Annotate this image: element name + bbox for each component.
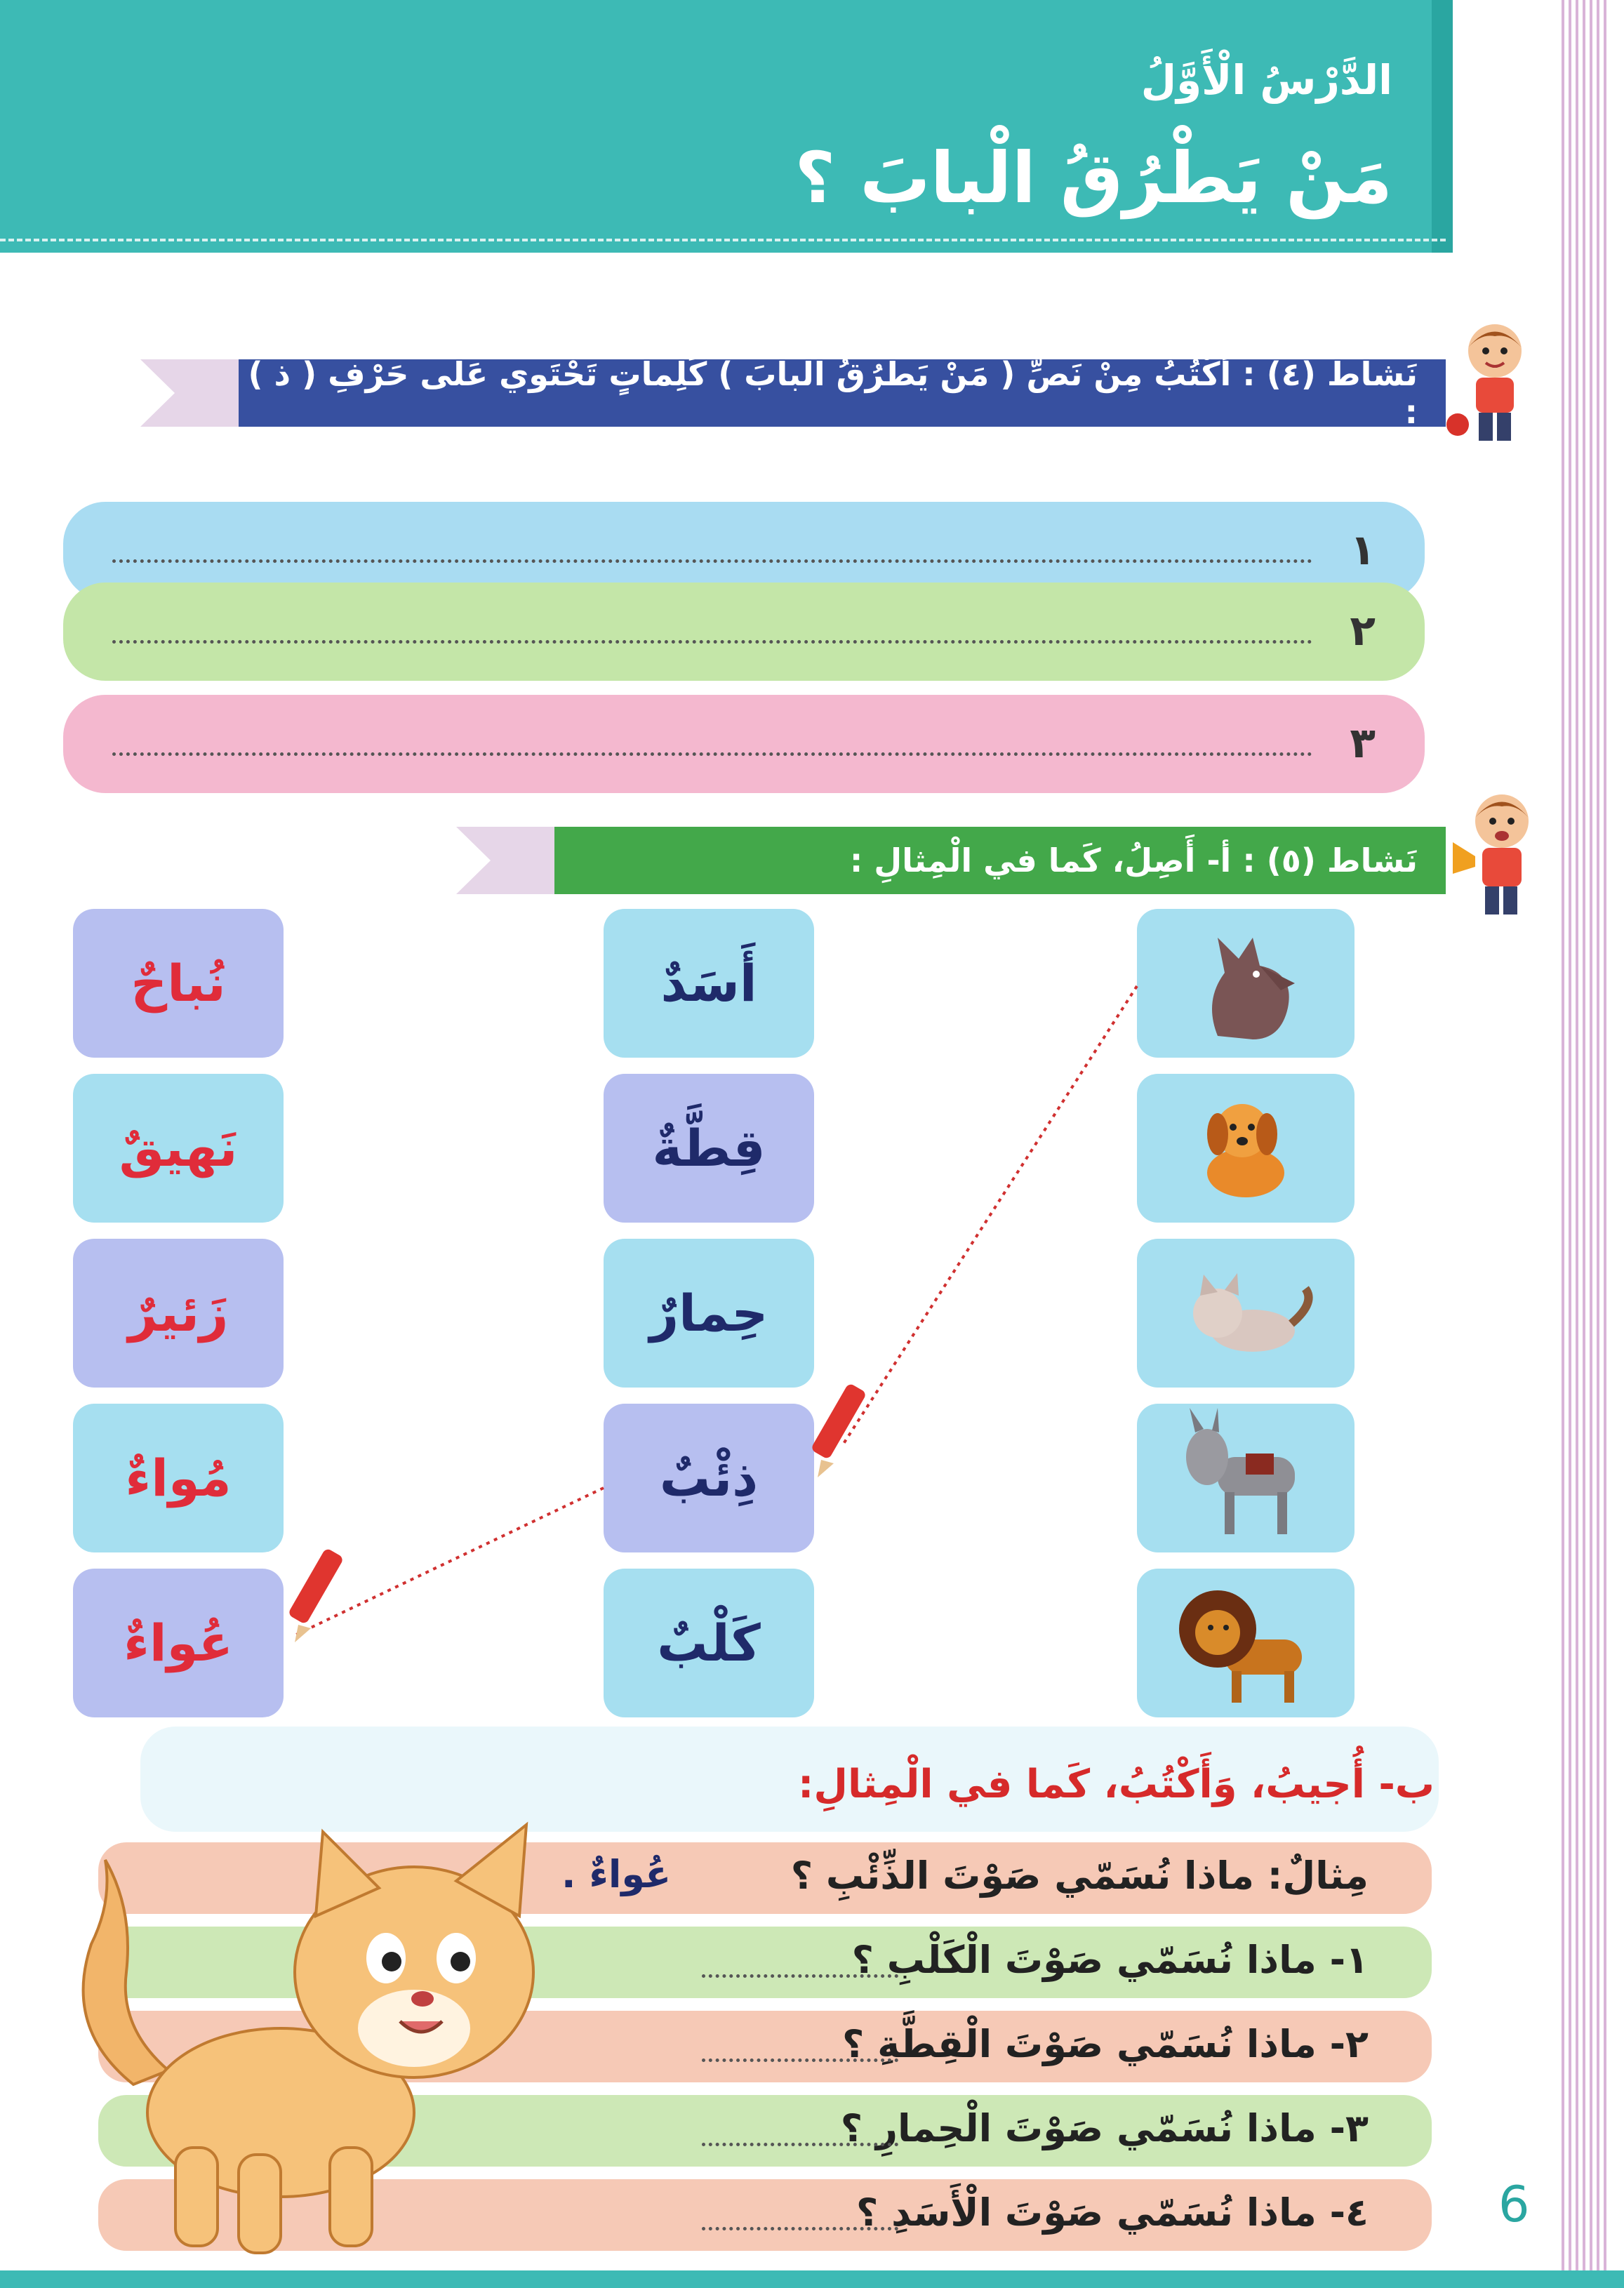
sound-card[interactable]: عُواءٌ <box>73 1569 284 1717</box>
line-number: ١ <box>1350 526 1376 575</box>
word-card[interactable]: ذِئْبٌ <box>604 1404 814 1552</box>
question-text: ٣- ماذا نُسَمّي صَوْتَ الْحِمارِ ؟ <box>840 2106 1369 2150</box>
answer-line[interactable] <box>702 2058 898 2062</box>
footer-band <box>0 2270 1624 2288</box>
sound-card[interactable]: مُواءٌ <box>73 1404 284 1552</box>
answer-line[interactable] <box>702 2227 898 2230</box>
lesson-label: الدَّرْسُ الْأَوَّلُ <box>1140 56 1392 104</box>
sound-card[interactable]: نُباحٌ <box>73 909 284 1058</box>
cartoon-cat-icon <box>49 1818 583 2267</box>
word-card[interactable]: حِمارٌ <box>604 1239 814 1388</box>
answer-line[interactable] <box>702 1974 898 1978</box>
pencil-icon <box>277 1541 354 1646</box>
example-answer: عُواءٌ . <box>561 1852 672 1896</box>
example-question: مِثالٌ: ماذا نُسَمّي صَوْتَ الذِّئْبِ ؟ <box>790 1854 1369 1898</box>
line-number: ٢ <box>1350 606 1376 656</box>
question-text: ١- ماذا نُسَمّي صَوْتَ الْكَلْبِ ؟ <box>851 1938 1369 1982</box>
word-card[interactable]: كَلْبٌ <box>604 1569 814 1717</box>
pencil-icon <box>800 1376 877 1481</box>
lesson-title: مَنْ يَطْرُقُ الْبابَ ؟ <box>794 137 1392 219</box>
sound-card[interactable]: نَهيقٌ <box>73 1074 284 1223</box>
word-card[interactable]: أَسَدٌ <box>604 909 814 1058</box>
activity4-title: نَشاط (٤) : أَكْتُبُ مِنْ نَصِّ ( مَنْ يَطْرُقُ الْبابَ ) كَلِماتٍ تَحْتَوي عَلى حَرْفِ ( ذ ) : <box>248 355 1418 431</box>
answer-line[interactable] <box>702 2143 898 2146</box>
question-text: ٢- ماذا نُسَمّي صَوْتَ الْقِطَّةِ ؟ <box>842 2022 1369 2066</box>
question-text: ٤- ماذا نُسَمّي صَوْتَ الْأَسَدِ ؟ <box>856 2190 1369 2235</box>
sound-card[interactable]: زَئيرٌ <box>73 1239 284 1388</box>
activity5b-heading: ب- أُجيبُ، وَأَكْتُبُ، كَما في الْمِثالِ: <box>797 1762 1435 1807</box>
activity5-title: نَشاط (٥) : أ- أَصِلُ، كَما في الْمِثالِ : <box>849 842 1418 879</box>
page-number: 6 <box>1498 2176 1530 2233</box>
word-card[interactable]: قِطَّةٌ <box>604 1074 814 1223</box>
line-number: ٣ <box>1350 719 1376 768</box>
